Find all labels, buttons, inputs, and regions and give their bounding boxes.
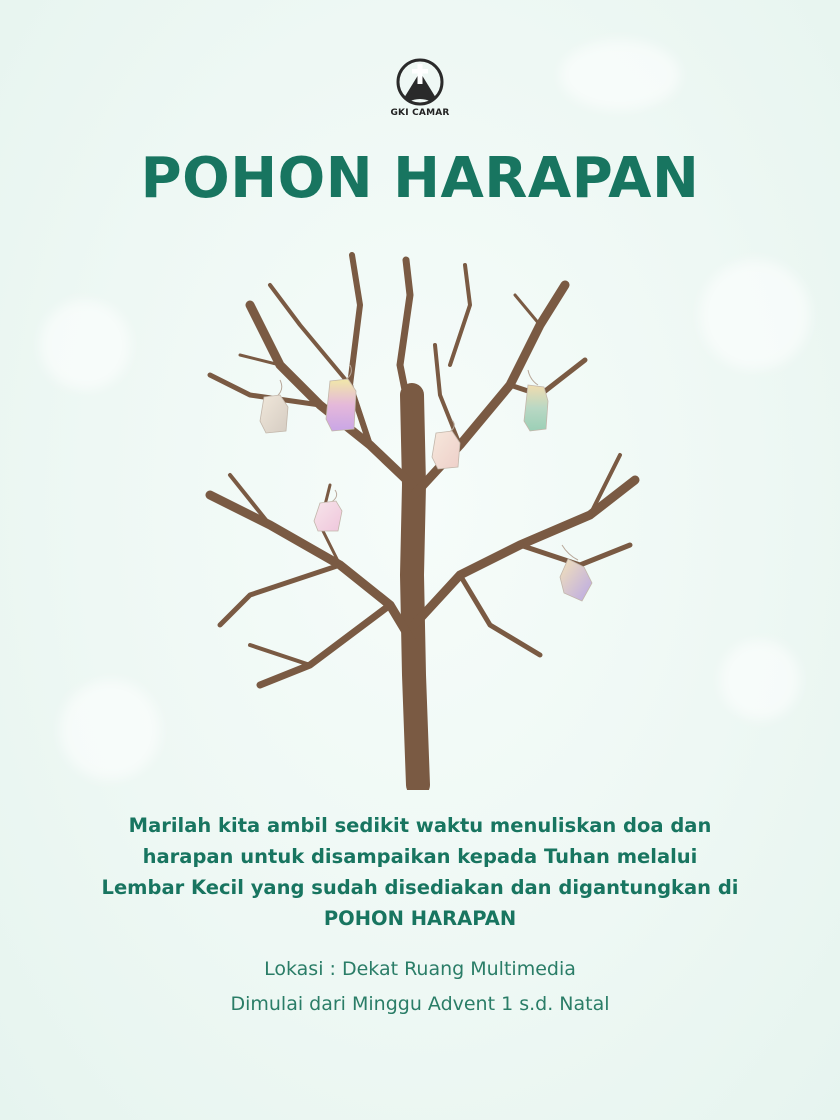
- bokeh-light: [60, 680, 160, 780]
- hanging-tags: [260, 379, 592, 601]
- message-line: POHON HARAPAN: [323, 907, 517, 930]
- page-title: POHON HARAPAN: [140, 146, 700, 211]
- bokeh-light: [560, 40, 680, 110]
- tree-illustration: [190, 245, 650, 790]
- message-line: Marilah kita ambil sedikit waktu menuliskan doa dan: [128, 814, 712, 837]
- bokeh-light: [720, 640, 800, 720]
- period-text: Dimulai dari Minggu Advent 1 s.d. Natal: [230, 993, 610, 1015]
- bokeh-light: [40, 300, 130, 390]
- location-text: Lokasi : Dekat Ruang Multimedia: [264, 958, 576, 980]
- message-line: harapan untuk disampaikan kepada Tuhan melalui: [142, 845, 698, 868]
- bokeh-light: [700, 260, 810, 370]
- tree-branches: [210, 255, 635, 785]
- message-line: Lembar Kecil yang sudah disediakan dan digantungkan di: [101, 876, 739, 899]
- invitation-message: [40, 810, 800, 934]
- logo-text: GKI CAMAR: [390, 108, 450, 118]
